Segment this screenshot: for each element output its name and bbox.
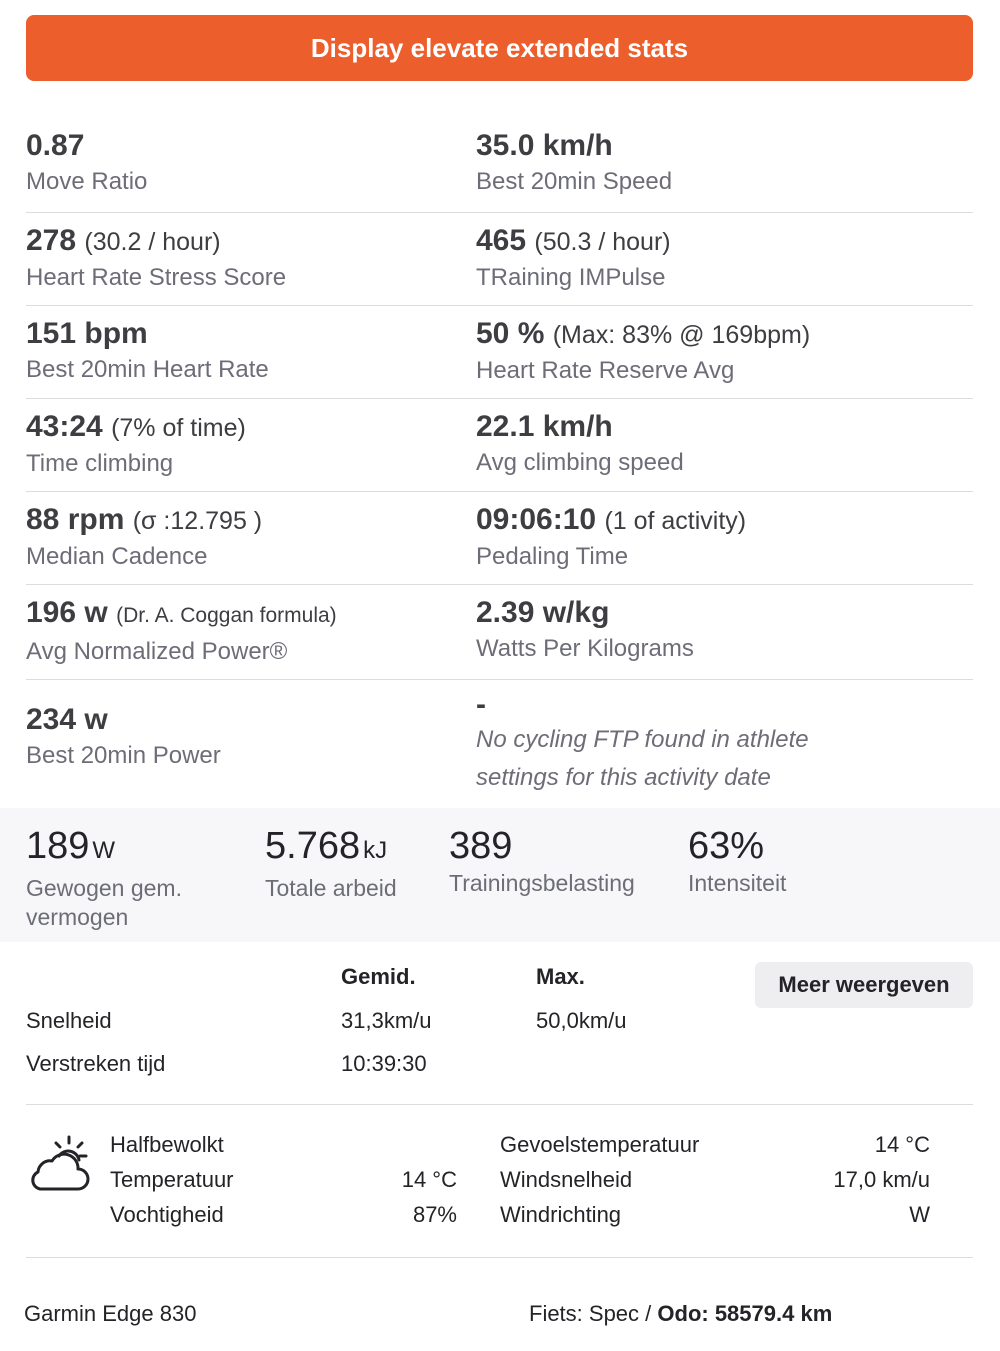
stat-label: Best 20min Power bbox=[26, 742, 221, 769]
stat-trimp bbox=[476, 213, 973, 305]
summary-value: 63% bbox=[688, 825, 765, 867]
stat-best-20min-hr bbox=[26, 306, 476, 398]
detail-avg-speed: 31,3km/u bbox=[341, 1008, 432, 1033]
stat-label: Time climbing bbox=[26, 450, 174, 477]
divider bbox=[26, 1257, 973, 1258]
stat-label: settings for this activity date bbox=[476, 764, 771, 791]
stat-value: 465 (50.3 / hour) bbox=[476, 224, 671, 257]
stat-label: Heart Rate Reserve Avg bbox=[476, 357, 735, 384]
stat-extra: (Dr. A. Coggan formula) bbox=[116, 604, 337, 627]
summary-intensity bbox=[688, 824, 786, 897]
stat-watts-per-kg bbox=[476, 585, 973, 679]
stat-value: - bbox=[476, 688, 486, 721]
weather-temp-label: Temperatuur bbox=[110, 1167, 234, 1192]
stat-value: 151 bpm bbox=[26, 317, 148, 350]
stats-row bbox=[26, 213, 973, 306]
weather-temp-value: 14 °C bbox=[401, 1167, 457, 1192]
stat-best-20min-power bbox=[26, 680, 476, 808]
stat-extra: (30.2 / hour) bbox=[84, 228, 221, 256]
col-header-avg: Gemid. bbox=[341, 964, 416, 989]
stat-label: Avg climbing speed bbox=[476, 449, 684, 476]
stat-median-cadence bbox=[26, 492, 476, 584]
stat-label: Pedaling Time bbox=[476, 543, 629, 570]
detail-max-speed: 50,0km/u bbox=[536, 1008, 627, 1033]
weather-dir-label: Windrichting bbox=[500, 1202, 622, 1227]
stat-extra: (50.3 / hour) bbox=[534, 228, 671, 256]
summary-value: 189 W bbox=[26, 825, 116, 867]
col-header-max: Max. bbox=[536, 964, 585, 989]
stat-value: 234 w bbox=[26, 703, 108, 736]
stat-time-climbing bbox=[26, 399, 476, 491]
weather-wind-value: 17,0 km/u bbox=[833, 1167, 930, 1192]
stats-row bbox=[26, 118, 973, 213]
stats-row bbox=[26, 306, 973, 399]
stat-normalized-power bbox=[26, 585, 476, 679]
stat-extra: (1 of activity) bbox=[604, 507, 747, 535]
stat-value: 50 % (Max: 83% @ 169bpm) bbox=[476, 317, 811, 350]
show-more-button[interactable]: Meer weergeven bbox=[755, 962, 973, 1008]
weather-dir-value: W bbox=[909, 1202, 930, 1227]
stat-label: Best 20min Heart Rate bbox=[26, 356, 269, 383]
stat-value: 35.0 km/h bbox=[476, 129, 613, 162]
device-name: Garmin Edge 830 bbox=[24, 1301, 197, 1326]
summary-label: vermogen bbox=[26, 904, 129, 930]
stat-label: Heart Rate Stress Score bbox=[26, 264, 287, 291]
stat-label: Move Ratio bbox=[26, 168, 148, 195]
stat-hrss bbox=[26, 213, 476, 305]
extended-stats-grid bbox=[26, 118, 973, 808]
summary-unit: W bbox=[92, 837, 116, 864]
stat-label: Best 20min Speed bbox=[476, 168, 673, 195]
detail-label-speed: Snelheid bbox=[26, 1008, 112, 1033]
summary-label: Gewogen gem. bbox=[26, 875, 182, 901]
stat-best-20min-speed bbox=[476, 118, 973, 212]
weather-humidity-label: Vochtigheid bbox=[110, 1202, 224, 1227]
stat-value: 22.1 km/h bbox=[476, 410, 613, 443]
stat-value: 196 w (Dr. A. Coggan formula) bbox=[26, 596, 337, 629]
summary-weighted-power bbox=[26, 824, 182, 931]
stat-label: Median Cadence bbox=[26, 543, 208, 570]
weather-feels-value: 14 °C bbox=[874, 1132, 930, 1157]
summary-total-work bbox=[265, 824, 397, 902]
summary-bar bbox=[0, 808, 1000, 942]
summary-training-load bbox=[449, 824, 635, 897]
summary-label: Totale arbeid bbox=[265, 875, 397, 901]
stat-move-ratio bbox=[26, 118, 476, 212]
stat-extra: (σ :12.795 ) bbox=[132, 507, 263, 535]
display-extended-stats-button[interactable]: Display elevate extended stats bbox=[26, 15, 973, 81]
stat-value: 43:24 (7% of time) bbox=[26, 410, 246, 443]
summary-value: 389 bbox=[449, 825, 513, 867]
stat-ftp bbox=[476, 680, 973, 808]
summary-label: Trainingsbelasting bbox=[449, 870, 635, 896]
stat-extra: (Max: 83% @ 169bpm) bbox=[552, 321, 811, 349]
stat-value: 278 (30.2 / hour) bbox=[26, 224, 221, 257]
stat-value: 0.87 bbox=[26, 129, 85, 162]
stat-avg-climbing-speed bbox=[476, 399, 973, 491]
stat-value: 88 rpm (σ :12.795 ) bbox=[26, 503, 263, 536]
bike-info bbox=[529, 1301, 832, 1327]
stat-value: 2.39 w/kg bbox=[476, 596, 610, 629]
odometer: Odo: 58579.4 km bbox=[657, 1301, 833, 1326]
stat-label: Watts Per Kilograms bbox=[476, 635, 694, 662]
detail-avg-elapsed: 10:39:30 bbox=[341, 1051, 427, 1076]
summary-value: 5.768 kJ bbox=[265, 825, 388, 867]
stat-value: 09:06:10 (1 of activity) bbox=[476, 503, 747, 536]
stat-label: Avg Normalized Power® bbox=[26, 638, 288, 665]
stat-label: No cycling FTP found in athlete bbox=[476, 726, 809, 753]
stats-row bbox=[26, 399, 973, 492]
partly-cloudy-icon bbox=[26, 1134, 92, 1194]
weather-feels-label: Gevoelstemperatuur bbox=[500, 1132, 700, 1157]
stats-row bbox=[26, 492, 973, 585]
bike-label: Fiets: Spec / bbox=[529, 1301, 658, 1326]
summary-label: Intensiteit bbox=[688, 870, 787, 896]
weather-humidity-value: 87% bbox=[412, 1202, 457, 1227]
stat-label: TRaining IMPulse bbox=[476, 264, 666, 291]
stat-hr-reserve-avg bbox=[476, 306, 973, 398]
divider bbox=[26, 1104, 973, 1105]
weather-wind-label: Windsnelheid bbox=[500, 1167, 633, 1192]
stat-extra: (7% of time) bbox=[111, 414, 246, 442]
stat-pedaling-time bbox=[476, 492, 973, 584]
weather-condition: Halfbewolkt bbox=[110, 1132, 224, 1157]
detail-label-elapsed: Verstreken tijd bbox=[26, 1051, 166, 1076]
stats-row bbox=[26, 585, 973, 680]
summary-unit: kJ bbox=[363, 837, 388, 864]
stats-row bbox=[26, 680, 973, 808]
